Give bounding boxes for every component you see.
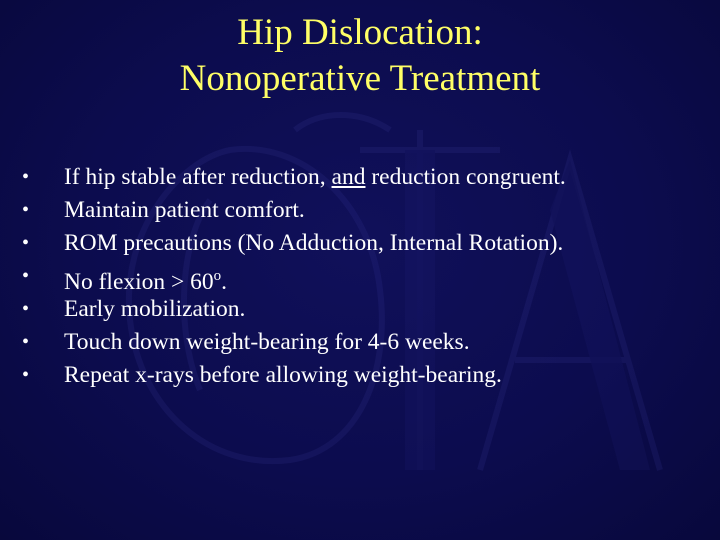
bullet-text: Repeat x-rays before allowing weight-bearing. <box>64 362 502 388</box>
bullet-text-part: If hip stable after reduction, <box>64 164 332 190</box>
bullet-text-part: reduction congruent. <box>365 164 566 190</box>
degree-mark: o <box>213 268 222 284</box>
bullet-item <box>22 194 712 227</box>
bullet-text: Maintain patient comfort. <box>64 197 305 223</box>
title-line-1: Hip Dislocation: <box>237 12 483 53</box>
bullet-text <box>64 161 566 194</box>
bullet-icon: • <box>22 199 30 221</box>
bullet-item <box>22 359 712 392</box>
title-line-2: Nonoperative Treatment <box>179 58 541 99</box>
slide-title <box>0 10 720 102</box>
bullet-item <box>22 260 712 293</box>
bullet-item <box>22 326 712 359</box>
bullet-icon: • <box>22 364 30 386</box>
bullet-icon: • <box>22 331 30 353</box>
bullet-item <box>22 227 712 260</box>
underlined-word: and <box>331 164 366 190</box>
bullet-text-part: . <box>221 269 228 295</box>
bullet-text: ROM precautions (No Adduction, Internal Rotation). <box>64 230 564 256</box>
bullet-item <box>22 293 712 326</box>
bullet-icon: • <box>22 265 30 287</box>
bullet-text-part: No flexion > 60 <box>64 269 214 295</box>
bullet-list <box>22 161 712 392</box>
bullet-icon: • <box>22 166 30 188</box>
bullet-icon: • <box>22 232 30 254</box>
bullet-text: Touch down weight-bearing for 4-6 weeks. <box>64 329 470 355</box>
bullet-item <box>22 161 712 194</box>
bullet-icon: • <box>22 298 30 320</box>
bullet-text: Early mobilization. <box>64 296 246 322</box>
